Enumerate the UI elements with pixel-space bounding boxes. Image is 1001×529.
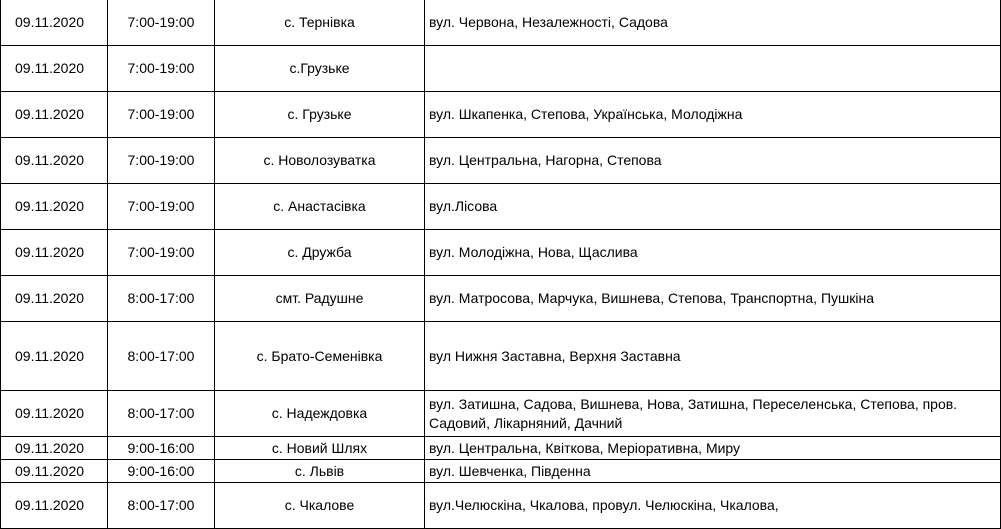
place-cell: с. Львів bbox=[215, 460, 425, 483]
table-body bbox=[1, 0, 1001, 529]
date-cell: 09.11.2020 bbox=[1, 46, 108, 92]
place-cell: с. Брато-Семенівка bbox=[215, 322, 425, 391]
place-cell: с. Анастасівка bbox=[215, 184, 425, 230]
place-cell: с. Новий Шлях bbox=[215, 437, 425, 460]
streets-cell: вул. Центральна, Квіткова, Меріоративна, Миру bbox=[425, 437, 1001, 460]
time-cell: 7:00-19:00 bbox=[108, 0, 215, 46]
streets-cell: вул.Челюскіна, Чкалова, провул. Челюскіна, Чкалова, bbox=[425, 483, 1001, 529]
table-row bbox=[1, 46, 1001, 92]
date-cell: 09.11.2020 bbox=[1, 230, 108, 276]
table-row bbox=[1, 460, 1001, 483]
time-cell: 7:00-19:00 bbox=[108, 184, 215, 230]
time-cell: 8:00-17:00 bbox=[108, 322, 215, 391]
time-cell: 8:00-17:00 bbox=[108, 276, 215, 322]
table-row bbox=[1, 391, 1001, 437]
time-cell: 7:00-19:00 bbox=[108, 46, 215, 92]
place-cell: с. Дружба bbox=[215, 230, 425, 276]
place-cell: с. Тернівка bbox=[215, 0, 425, 46]
place-cell: смт. Радушне bbox=[215, 276, 425, 322]
time-cell: 7:00-19:00 bbox=[108, 138, 215, 184]
table-row bbox=[1, 230, 1001, 276]
table-row bbox=[1, 0, 1001, 46]
place-cell: с. Новолозуватка bbox=[215, 138, 425, 184]
date-cell: 09.11.2020 bbox=[1, 184, 108, 230]
place-cell: с.Грузьке bbox=[215, 46, 425, 92]
time-cell: 9:00-16:00 bbox=[108, 460, 215, 483]
place-cell: с. Чкалове bbox=[215, 483, 425, 529]
date-cell: 09.11.2020 bbox=[1, 0, 108, 46]
date-cell: 09.11.2020 bbox=[1, 483, 108, 529]
time-cell: 9:00-16:00 bbox=[108, 437, 215, 460]
date-cell: 09.11.2020 bbox=[1, 322, 108, 391]
table-row bbox=[1, 437, 1001, 460]
streets-cell: вул. Червона, Незалежності, Садова bbox=[425, 0, 1001, 46]
time-cell: 7:00-19:00 bbox=[108, 230, 215, 276]
streets-cell: вул. Центральна, Нагорна, Степова bbox=[425, 138, 1001, 184]
streets-cell: вул. Затишна, Садова, Вишнева, Нова, Затишна, Переселенська, Степова, пров. Садовий, Лікарняний, Дачний bbox=[425, 391, 1001, 437]
place-cell: с. Грузьке bbox=[215, 92, 425, 138]
streets-cell bbox=[425, 46, 1001, 92]
streets-cell: вул Нижня Заставна, Верхня Заставна bbox=[425, 322, 1001, 391]
table-row bbox=[1, 276, 1001, 322]
date-cell: 09.11.2020 bbox=[1, 276, 108, 322]
streets-cell: вул.Лісова bbox=[425, 184, 1001, 230]
date-cell: 09.11.2020 bbox=[1, 92, 108, 138]
table-row bbox=[1, 322, 1001, 391]
date-cell: 09.11.2020 bbox=[1, 138, 108, 184]
time-cell: 8:00-17:00 bbox=[108, 391, 215, 437]
streets-cell: вул. Шевченка, Південна bbox=[425, 460, 1001, 483]
date-cell: 09.11.2020 bbox=[1, 460, 108, 483]
table-row bbox=[1, 138, 1001, 184]
date-cell: 09.11.2020 bbox=[1, 391, 108, 437]
table-row bbox=[1, 483, 1001, 529]
streets-cell: вул. Шкапенка, Степова, Українська, Молодіжна bbox=[425, 92, 1001, 138]
table-row bbox=[1, 92, 1001, 138]
streets-cell: вул. Молодіжна, Нова, Щаслива bbox=[425, 230, 1001, 276]
time-cell: 8:00-17:00 bbox=[108, 483, 215, 529]
date-cell: 09.11.2020 bbox=[1, 437, 108, 460]
time-cell: 7:00-19:00 bbox=[108, 92, 215, 138]
streets-cell: вул. Матросова, Марчука, Вишнева, Степова, Транспортна, Пушкіна bbox=[425, 276, 1001, 322]
table-row bbox=[1, 184, 1001, 230]
place-cell: с. Надеждовка bbox=[215, 391, 425, 437]
